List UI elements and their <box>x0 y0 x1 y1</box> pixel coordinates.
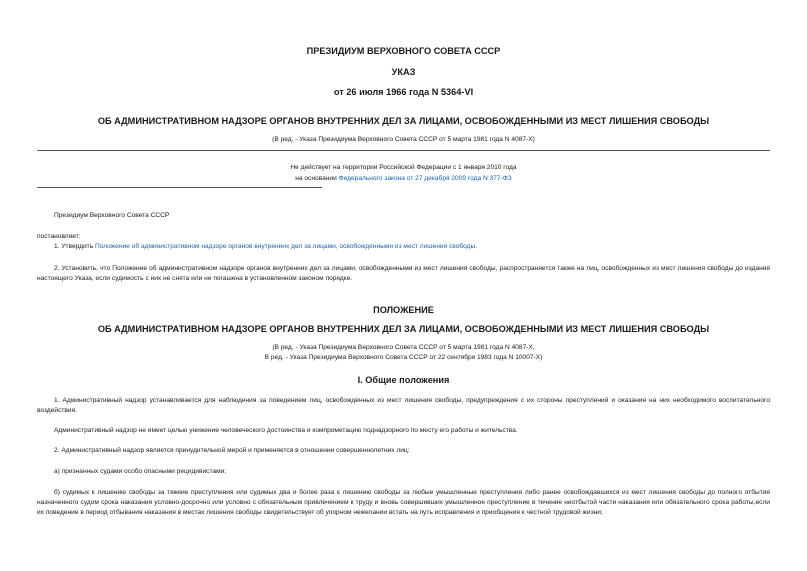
notice-divider <box>37 187 322 188</box>
notice-line-1: Не действует на территории Российской Федерации с 1 января 2010 года <box>290 164 517 171</box>
regulation-heading: ПОЛОЖЕНИЕ <box>373 305 434 315</box>
section-title: I. Общие положения <box>357 375 450 385</box>
preamble-item-1 <box>37 242 770 252</box>
paragraph-5: б) судимых к лишению свободы за тяжкие преступления или судимых два и более раза к лишению свободы за любые умышленные преступления либо ранее освобождавшихся из мест лишения свободы до полного отбытия назначенного судом срока наказания условно-досрочно или условно с обязательным привлечением к труду и вновь совершивших умышленное преступление в течение неотбытой части наказания или обязательного срока работы,если их поведение в период отбывания наказания в местах лишения свободы свидетельствует об упорном нежелании встать на путь исправления и приобщения к честной трудовой жизни; <box>37 489 770 516</box>
paragraph-3: 2. Административный надзор является принудительной мерой и применяется в отношении совершеннолетних лиц: <box>54 447 410 454</box>
top-divider <box>37 150 770 151</box>
paragraph-2: Административный надзор не имеет целью унижение человеческого достоинства и компрометацию поднадзорного по месту его работы и жительства. <box>54 427 518 434</box>
preamble-issuer: Президиум Верховного Совета СССР <box>54 212 170 219</box>
regulation-link[interactable]: Положение об административном надзоре органов внутренних дел за лицами, освобожденными из мест лишения свободы <box>94 243 476 250</box>
regulation-title: ОБ АДМИНИСТРАТИВНОМ НАДЗОРЕ ОРГАНОВ ВНУТРЕННИХ ДЕЛ ЗА ЛИЦАМИ, ОСВОБОЖДЕННЫМИ ИЗ МЕСТ ЛИШЕНИЯ СВОБОДЫ <box>97 324 710 334</box>
paragraph-1: 1. Административный надзор устанавливается для наблюдения за поведением лиц, освобожденных из мест лишения свободы, предупреждения с их стороны преступлений и оказания на них необходимого воспитательного воздействия. <box>37 397 770 414</box>
item-1-prefix: 1. Утвердить <box>54 243 95 250</box>
regulation-edition-2: В ред. - Указа Президиума Верховного Совета СССР от 22 сентября 1983 года N 10007-X) <box>264 354 543 361</box>
document-title: ОБ АДМИНИСТРАТИВНОМ НАДЗОРЕ ОРГАНОВ ВНУТРЕННИХ ДЕЛ ЗА ЛИЦАМИ, ОСВОБОЖДЕННЫМИ ИЗ МЕСТ ЛИШЕНИЯ СВОБОДЫ <box>97 116 710 126</box>
federal-law-link[interactable]: Федерального закона от 27 декабря 2009 года N 377-ФЗ <box>338 175 512 182</box>
item-1-suffix: . <box>475 243 478 250</box>
issuing-body: ПРЕЗИДИУМ ВЕРХОВНОГО СОВЕТА СССР <box>306 46 501 56</box>
regulation-edition-1: (В ред. - Указа Президиума Верховного Совета СССР от 5 марта 1981 года N 4087-X, <box>272 344 535 351</box>
preamble-decree: постановляет: <box>37 233 81 240</box>
paragraph-4: а) признанных судами особо опасными рецидивистами; <box>54 468 227 475</box>
document-type: УКАЗ <box>391 67 416 77</box>
notice-prefix: на основании <box>295 175 339 182</box>
edition-note: (В ред. - Указа Президиума Верховного Совета СССР от 5 марта 1981 года N 4087-X) <box>272 136 535 143</box>
notice-line-2 <box>210 175 597 182</box>
document-date: от 26 июля 1966 года N 5364-VI <box>333 87 474 97</box>
preamble-item-2: 2. Установить, что Положение об административном надзоре органов внутренних дел за лицами, освобожденными из мест лишения свободы, распространяется также на лиц, освобожденных из мест лишения свободы до издания настоящего Указа, если судимость с них не снята или не погашена в установленном законом порядке. <box>37 265 770 282</box>
